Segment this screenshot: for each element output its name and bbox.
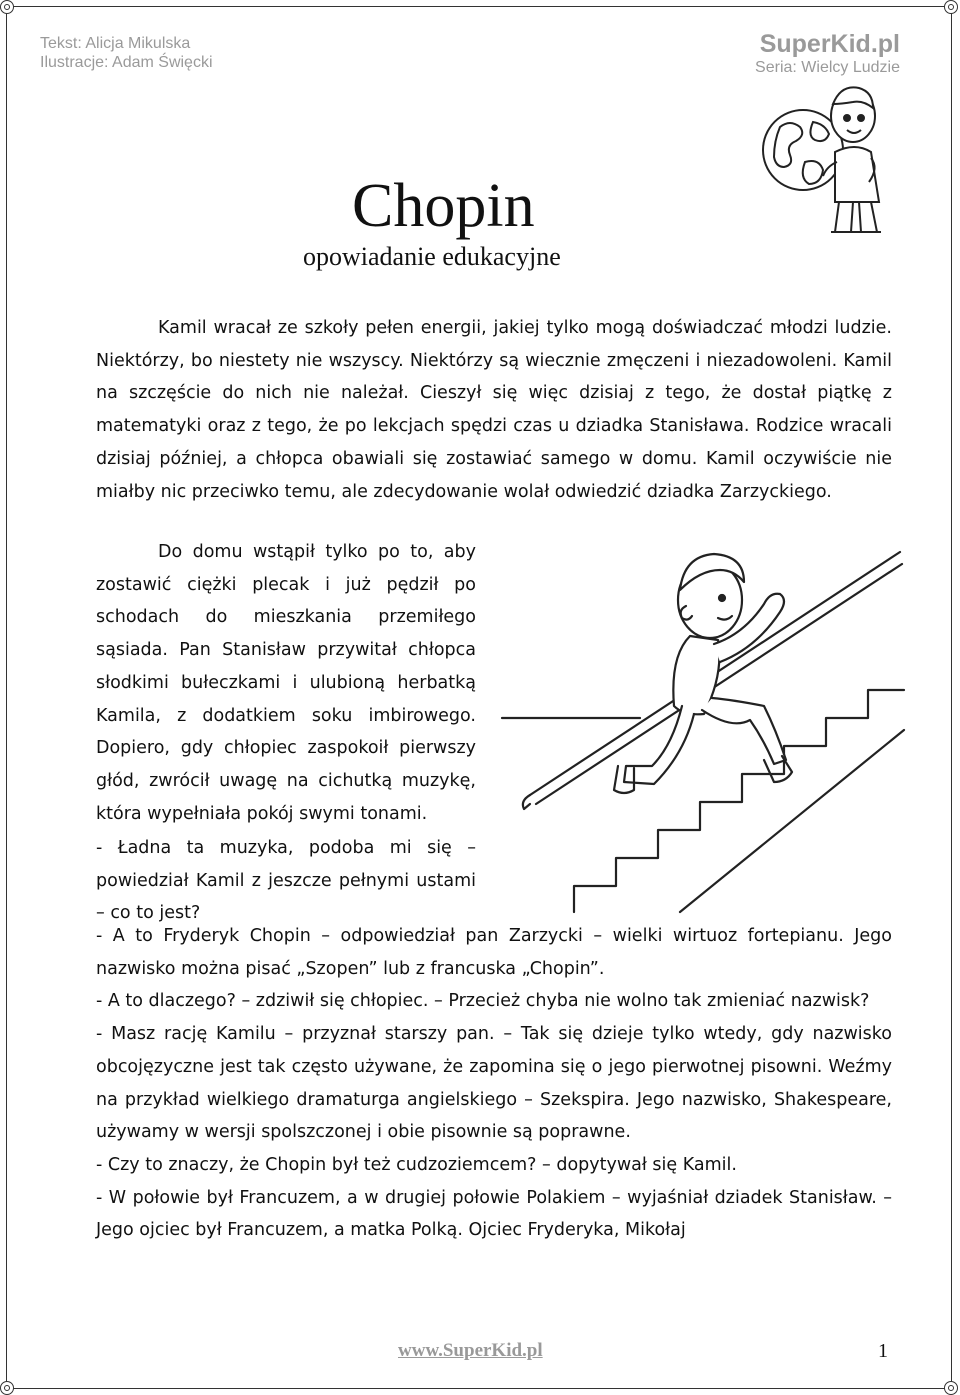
brand-block (755, 30, 900, 78)
corner-ornament (0, 1381, 14, 1395)
credits (40, 34, 213, 72)
page-subtitle: opowiadanie edukacyjne (303, 242, 561, 271)
dialogue-line: - Masz rację Kamilu – przyznał starszy pan. – Tak się dzieje tylko wtedy, gdy nazwisko obcojęzyczne jest tak często używane, że zapomina się o jego pierwotnej pisowni. Weźmy na przykład wielkiego dramaturga angielskiego – Szekspira. Jego nazwisko, Shakespeare, używamy w wersji spolszczonej i obie pisownie są poprawne. (96, 1024, 892, 1143)
brand-logo: SuperKid.pl (759, 30, 900, 58)
dialogue-line: - W połowie był Francuzem, a w drugiej połowie Polakiem – wyjaśniał dziadek Stanisław. – Jego ojciec był Francuzem, a matka Polką. Ojciec Fryderyka, Mikołaj (96, 1187, 892, 1241)
dialogue-line: - Czy to znaczy, że Chopin był też cudzoziemcem? – dopytywał się Kamil. (96, 1154, 737, 1175)
dialogue-line: - A to Fryderyk Chopin – odpowiedział pan Zarzycki – wielki wirtuoz fortepianu. Jego nazwisko można pisać „Szopen” lub z francuska „Chopin”. (96, 926, 892, 979)
illustration-credit: Ilustracje: Adam Święcki (40, 54, 213, 71)
dialogue-line: - Ładna ta muzyka, podoba mi się – powiedział Kamil z jeszcze pełnymi ustami – co to jest? (96, 838, 476, 924)
corner-ornament (944, 0, 958, 14)
series-label: Seria: Wielcy Ludzie (755, 59, 900, 76)
story-dialogue (96, 838, 892, 1247)
dialogue-line: - A to dlaczego? – zdziwił się chłopiec. – Przecież chyba nie wolno tak zmieniać nazwisk? (96, 991, 870, 1012)
text-credit: Tekst: Alicja Mikulska (40, 35, 191, 52)
footer-link[interactable]: www.SuperKid.pl (398, 1340, 543, 1361)
story-paragraph-stairs: Do domu wstąpił tylko po to, aby zostawić ciężki plecak i już pędził po schodach do mieszkania przemiłego sąsiada. Pan Stanisław przywitał chłopca słodkimi bułeczkami i ulubioną herbatką Kamila, z dodatkiem soku imbirowego. Dopiero, gdy chłopiec zaspokoił pierwszy głód, zwrócił uwagę na cichutką muzykę, która wypełniała pokój swymi tonami. (96, 542, 476, 824)
corner-ornament (0, 0, 14, 14)
corner-ornament (944, 1381, 958, 1395)
story-paragraph-intro: Kamil wracał ze szkoły pełen energii, jakiej tylko mogą doświadczać młodzi ludzie. Niektórzy, bo niestety nie wszyscy. Niektórzy są wiecznie zmęczeni i niezadowoleni. Kamil na szczęście do nich nie należał. Cieszył się więc dzisiaj z tego, że dostał piątkę z matematyki oraz z tego, że po lekcjach spędzi czas u dziadka Stanisława. Rodzice wracali dzisiaj później, a chłopca obawiali się zostawiać samego w domu. Kamil oczywiście nie miałby nic przeciwko temu, ale zdecydowanie wolał odwiedzić dziadka Zarzyckiego. (96, 318, 892, 502)
boy-on-stairs-illustration (500, 540, 910, 915)
page-number: 1 (878, 1340, 888, 1362)
page-title: Chopin (352, 172, 535, 240)
boy-with-globe-illustration (755, 82, 890, 242)
